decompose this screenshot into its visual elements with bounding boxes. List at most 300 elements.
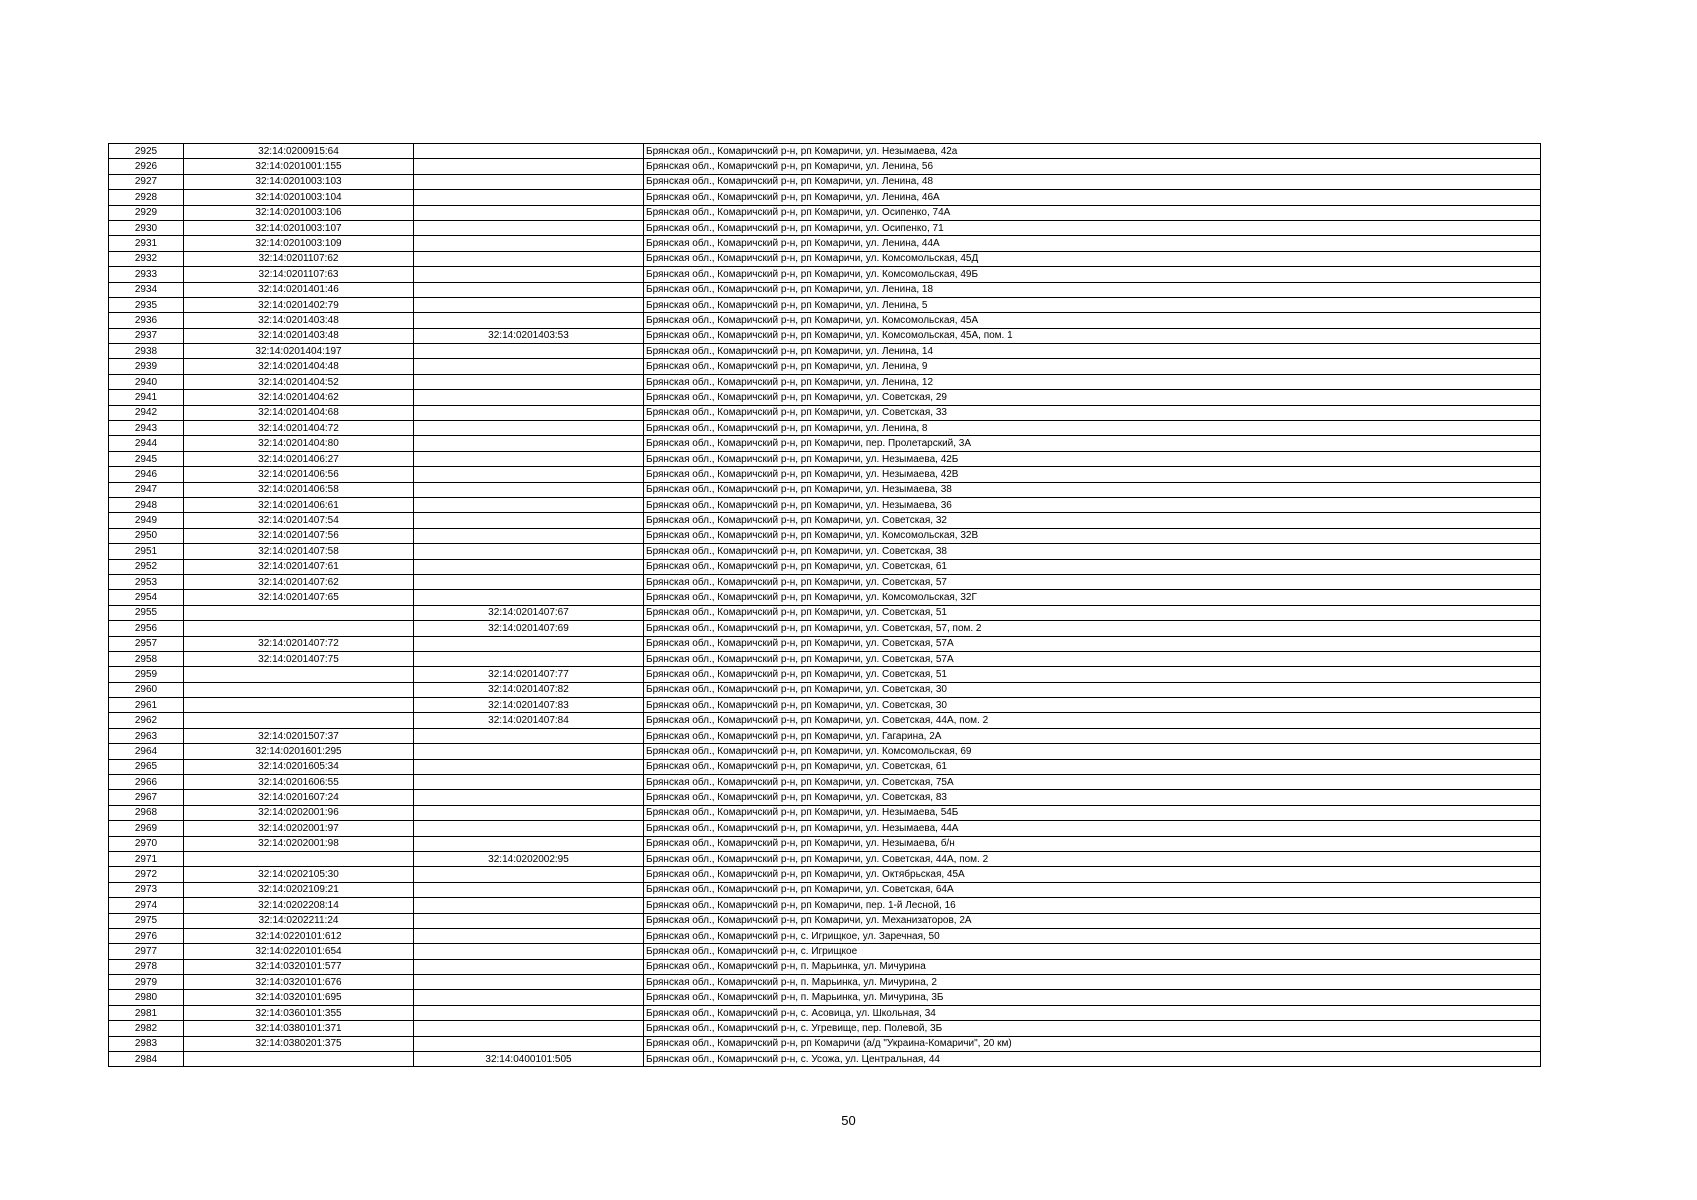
address-cell: Брянская обл., Комаричский р-н, рп Комаричи, ул. Комсомольская, 32Г [644,590,1541,605]
table-row [109,621,1541,636]
cadastral-number-cell: 32:14:0201406:58 [184,482,414,497]
address-cell: Брянская обл., Комаричский р-н, рп Комаричи, ул. Незымаева, 54Б [644,805,1541,820]
address-cell: Брянская обл., Комаричский р-н, рп Комаричи, ул. Ленина, 5 [644,297,1541,312]
table-row [109,744,1541,759]
table-row [109,1005,1541,1020]
cadastral-number-cell: 32:14:0201403:48 [184,313,414,328]
cadastral-number-cell: 32:14:0201407:58 [184,544,414,559]
premises-cadastral-number-cell: 32:14:0201407:67 [414,605,644,620]
table-row [109,205,1541,220]
address-cell: Брянская обл., Комаричский р-н, рп Комаричи, ул. Октябрьская, 45А [644,867,1541,882]
premises-cadastral-number-cell [414,636,644,651]
address-cell: Брянская обл., Комаричский р-н, рп Комаричи, ул. Незымаева, 42Б [644,451,1541,466]
table-row [109,436,1541,451]
cadastral-number-cell: 32:14:0202105:30 [184,867,414,882]
premises-cadastral-number-cell [414,451,644,466]
premises-cadastral-number-cell [414,267,644,282]
row-number-cell: 2955 [109,605,184,620]
table-row [109,698,1541,713]
row-number-cell: 2971 [109,851,184,866]
premises-cadastral-number-cell [414,513,644,528]
row-number-cell: 2965 [109,759,184,774]
address-cell: Брянская обл., Комаричский р-н, рп Комаричи (а/д "Украина-Комаричи", 20 км) [644,1036,1541,1051]
row-number-cell: 2945 [109,451,184,466]
row-number-cell: 2957 [109,636,184,651]
row-number-cell: 2960 [109,682,184,697]
table-row [109,867,1541,882]
table-row [109,605,1541,620]
cadastral-number-cell: 32:14:0201404:80 [184,436,414,451]
cadastral-number-cell [184,682,414,697]
table-row [109,390,1541,405]
premises-cadastral-number-cell: 32:14:0201407:84 [414,713,644,728]
address-cell: Брянская обл., Комаричский р-н, рп Комаричи, ул. Советская, 57А [644,636,1541,651]
cadastral-number-cell: 32:14:0202208:14 [184,898,414,913]
premises-cadastral-number-cell [414,882,644,897]
premises-cadastral-number-cell [414,559,644,574]
row-number-cell: 2951 [109,544,184,559]
cadastral-number-cell: 32:14:0201407:56 [184,528,414,543]
address-cell: Брянская обл., Комаричский р-н, рп Комаричи, ул. Советская, 83 [644,790,1541,805]
row-number-cell: 2973 [109,882,184,897]
premises-cadastral-number-cell [414,359,644,374]
address-cell: Брянская обл., Комаричский р-н, п. Марьинка, ул. Мичурина, 3Б [644,990,1541,1005]
table-row [109,328,1541,343]
cadastral-number-cell: 32:14:0201003:106 [184,205,414,220]
table-row [109,682,1541,697]
cadastral-number-cell: 32:14:0201401:46 [184,282,414,297]
cadastral-number-cell: 32:14:0201107:63 [184,267,414,282]
address-cell: Брянская обл., Комаричский р-н, рп Комаричи, ул. Советская, 44А, пом. 2 [644,851,1541,866]
address-cell: Брянская обл., Комаричский р-н, с. Игрищкое [644,944,1541,959]
cadastral-number-cell: 32:14:0201003:104 [184,190,414,205]
premises-cadastral-number-cell [414,913,644,928]
row-number-cell: 2947 [109,482,184,497]
address-cell: Брянская обл., Комаричский р-н, с. Асовица, ул. Школьная, 34 [644,1005,1541,1020]
table-row [109,421,1541,436]
premises-cadastral-number-cell [414,205,644,220]
table-row [109,990,1541,1005]
table-row [109,713,1541,728]
row-number-cell: 2939 [109,359,184,374]
table-row [109,236,1541,251]
cadastral-number-cell [184,713,414,728]
address-cell: Брянская обл., Комаричский р-н, с. Усожа, ул. Центральная, 44 [644,1052,1541,1067]
table-row [109,913,1541,928]
row-number-cell: 2970 [109,836,184,851]
table-row [109,482,1541,497]
row-number-cell: 2980 [109,990,184,1005]
row-number-cell: 2948 [109,497,184,512]
row-number-cell: 2932 [109,251,184,266]
cadastral-number-cell: 32:14:0201404:68 [184,405,414,420]
premises-cadastral-number-cell [414,836,644,851]
address-cell: Брянская обл., Комаричский р-н, рп Комаричи, ул. Ленина, 46А [644,190,1541,205]
cadastral-number-cell: 32:14:0201404:72 [184,421,414,436]
cadastral-number-cell: 32:14:0202001:98 [184,836,414,851]
table-row [109,282,1541,297]
address-cell: Брянская обл., Комаричский р-н, рп Комаричи, пер. Пролетарский, 3А [644,436,1541,451]
cadastral-number-cell: 32:14:0201003:103 [184,174,414,189]
cadastral-number-cell: 32:14:0201606:55 [184,775,414,790]
premises-cadastral-number-cell [414,990,644,1005]
table-row [109,544,1541,559]
cadastral-number-cell: 32:14:0202109:21 [184,882,414,897]
row-number-cell: 2967 [109,790,184,805]
premises-cadastral-number-cell [414,467,644,482]
table-row [109,1021,1541,1036]
table-row [109,959,1541,974]
row-number-cell: 2944 [109,436,184,451]
address-cell: Брянская обл., Комаричский р-н, рп Комаричи, ул. Комсомольская, 69 [644,744,1541,759]
premises-cadastral-number-cell [414,344,644,359]
cadastral-number-cell: 32:14:0202001:96 [184,805,414,820]
table-row [109,975,1541,990]
row-number-cell: 2977 [109,944,184,959]
cadastral-number-cell: 32:14:0201107:62 [184,251,414,266]
cadastral-number-cell: 32:14:0201404:52 [184,374,414,389]
row-number-cell: 2972 [109,867,184,882]
table-row [109,928,1541,943]
premises-cadastral-number-cell [414,805,644,820]
row-number-cell: 2964 [109,744,184,759]
table-row [109,790,1541,805]
premises-cadastral-number-cell [414,436,644,451]
table-row [109,359,1541,374]
premises-cadastral-number-cell [414,544,644,559]
cadastral-number-cell: 32:14:0201605:34 [184,759,414,774]
row-number-cell: 2937 [109,328,184,343]
cadastral-number-cell: 32:14:0201407:72 [184,636,414,651]
row-number-cell: 2958 [109,651,184,666]
row-number-cell: 2969 [109,821,184,836]
row-number-cell: 2946 [109,467,184,482]
row-number-cell: 2941 [109,390,184,405]
premises-cadastral-number-cell [414,1021,644,1036]
premises-cadastral-number-cell [414,898,644,913]
row-number-cell: 2959 [109,667,184,682]
premises-cadastral-number-cell [414,159,644,174]
address-cell: Брянская обл., Комаричский р-н, рп Комаричи, ул. Советская, 51 [644,605,1541,620]
row-number-cell: 2929 [109,205,184,220]
address-cell: Брянская обл., Комаричский р-н, рп Комаричи, ул. Советская, 29 [644,390,1541,405]
cadastral-number-cell: 32:14:0201407:61 [184,559,414,574]
row-number-cell: 2934 [109,282,184,297]
row-number-cell: 2975 [109,913,184,928]
address-cell: Брянская обл., Комаричский р-н, п. Марьинка, ул. Мичурина, 2 [644,975,1541,990]
row-number-cell: 2952 [109,559,184,574]
address-cell: Брянская обл., Комаричский р-н, рп Комаричи, ул. Комсомольская, 45А, пом. 1 [644,328,1541,343]
row-number-cell: 2953 [109,574,184,589]
table-row [109,174,1541,189]
row-number-cell: 2935 [109,297,184,312]
premises-cadastral-number-cell [414,405,644,420]
row-number-cell: 2931 [109,236,184,251]
registry-table [108,143,1541,1067]
row-number-cell: 2982 [109,1021,184,1036]
address-cell: Брянская обл., Комаричский р-н, рп Комаричи, ул. Ленина, 12 [644,374,1541,389]
premises-cadastral-number-cell [414,1005,644,1020]
cadastral-number-cell: 32:14:0201407:62 [184,574,414,589]
address-cell: Брянская обл., Комаричский р-н, рп Комаричи, ул. Советская, 61 [644,759,1541,774]
premises-cadastral-number-cell [414,728,644,743]
table-row [109,344,1541,359]
cadastral-number-cell: 32:14:0202001:97 [184,821,414,836]
cadastral-number-cell: 32:14:0201404:62 [184,390,414,405]
address-cell: Брянская обл., Комаричский р-н, рп Комаричи, ул. Советская, 51 [644,667,1541,682]
row-number-cell: 2968 [109,805,184,820]
premises-cadastral-number-cell [414,928,644,943]
address-cell: Брянская обл., Комаричский р-н, рп Комаричи, ул. Советская, 33 [644,405,1541,420]
row-number-cell: 2936 [109,313,184,328]
row-number-cell: 2942 [109,405,184,420]
cadastral-number-cell: 32:14:0201402:79 [184,297,414,312]
cadastral-number-cell: 32:14:0320101:577 [184,959,414,974]
premises-cadastral-number-cell [414,744,644,759]
address-cell: Брянская обл., Комаричский р-н, рп Комаричи, ул. Гагарина, 2А [644,728,1541,743]
premises-cadastral-number-cell [414,867,644,882]
cadastral-number-cell: 32:14:0202211:24 [184,913,414,928]
address-cell: Брянская обл., Комаричский р-н, рп Комаричи, ул. Советская, 61 [644,559,1541,574]
table-row [109,220,1541,235]
address-cell: Брянская обл., Комаричский р-н, рп Комаричи, ул. Осипенко, 74А [644,205,1541,220]
cadastral-number-cell: 32:14:0320101:695 [184,990,414,1005]
row-number-cell: 2954 [109,590,184,605]
cadastral-number-cell: 32:14:0201507:37 [184,728,414,743]
row-number-cell: 2933 [109,267,184,282]
address-cell: Брянская обл., Комаричский р-н, рп Комаричи, ул. Ленина, 48 [644,174,1541,189]
table-row [109,1036,1541,1051]
address-cell: Брянская обл., Комаричский р-н, рп Комаричи, ул. Советская, 75А [644,775,1541,790]
row-number-cell: 2966 [109,775,184,790]
row-number-cell: 2956 [109,621,184,636]
premises-cadastral-number-cell [414,282,644,297]
premises-cadastral-number-cell [414,251,644,266]
premises-cadastral-number-cell [414,190,644,205]
row-number-cell: 2963 [109,728,184,743]
address-cell: Брянская обл., Комаричский р-н, рп Комаричи, ул. Комсомольская, 45А [644,313,1541,328]
address-cell: Брянская обл., Комаричский р-н, рп Комаричи, ул. Советская, 64А [644,882,1541,897]
row-number-cell: 2950 [109,528,184,543]
premises-cadastral-number-cell [414,590,644,605]
address-cell: Брянская обл., Комаричский р-н, рп Комаричи, ул. Ленина, 56 [644,159,1541,174]
table-row [109,759,1541,774]
row-number-cell: 2928 [109,190,184,205]
premises-cadastral-number-cell [414,421,644,436]
table-row [109,313,1541,328]
cadastral-number-cell: 32:14:0201403:48 [184,328,414,343]
registry-table-body [109,144,1541,1067]
cadastral-number-cell: 32:14:0201406:56 [184,467,414,482]
address-cell: Брянская обл., Комаричский р-н, рп Комаричи, ул. Незымаева, 36 [644,497,1541,512]
table-row [109,559,1541,574]
row-number-cell: 2979 [109,975,184,990]
cadastral-number-cell: 32:14:0201407:65 [184,590,414,605]
premises-cadastral-number-cell [414,944,644,959]
cadastral-number-cell: 32:14:0220101:654 [184,944,414,959]
premises-cadastral-number-cell [414,497,644,512]
cadastral-number-cell: 32:14:0201001:155 [184,159,414,174]
row-number-cell: 2961 [109,698,184,713]
premises-cadastral-number-cell: 32:14:0400101:505 [414,1052,644,1067]
premises-cadastral-number-cell [414,759,644,774]
table-row [109,297,1541,312]
address-cell: Брянская обл., Комаричский р-н, рп Комаричи, ул. Советская, 57, пом. 2 [644,621,1541,636]
address-cell: Брянская обл., Комаричский р-н, рп Комаричи, ул. Ленина, 14 [644,344,1541,359]
cadastral-number-cell [184,851,414,866]
address-cell: Брянская обл., Комаричский р-н, рп Комаричи, ул. Незымаева, 42В [644,467,1541,482]
table-row [109,944,1541,959]
premises-cadastral-number-cell [414,174,644,189]
table-row [109,144,1541,159]
premises-cadastral-number-cell: 32:14:0201403:53 [414,328,644,343]
address-cell: Брянская обл., Комаричский р-н, рп Комаричи, ул. Комсомольская, 49Б [644,267,1541,282]
premises-cadastral-number-cell [414,651,644,666]
address-cell: Брянская обл., Комаричский р-н, рп Комаричи, ул. Ленина, 8 [644,421,1541,436]
row-number-cell: 2925 [109,144,184,159]
premises-cadastral-number-cell [414,975,644,990]
cadastral-number-cell: 32:14:0380101:371 [184,1021,414,1036]
address-cell: Брянская обл., Комаричский р-н, рп Комаричи, ул. Незымаева, 42а [644,144,1541,159]
premises-cadastral-number-cell [414,313,644,328]
address-cell: Брянская обл., Комаричский р-н, п. Марьинка, ул. Мичурина [644,959,1541,974]
cadastral-number-cell [184,605,414,620]
table-row [109,1052,1541,1067]
address-cell: Брянская обл., Комаричский р-н, рп Комаричи, ул. Комсомольская, 45Д [644,251,1541,266]
cadastral-number-cell [184,698,414,713]
table-row [109,513,1541,528]
table-row [109,821,1541,836]
row-number-cell: 2938 [109,344,184,359]
cadastral-number-cell: 32:14:0201607:24 [184,790,414,805]
table-row [109,728,1541,743]
row-number-cell: 2926 [109,159,184,174]
table-row [109,636,1541,651]
address-cell: Брянская обл., Комаричский р-н, рп Комаричи, ул. Ленина, 9 [644,359,1541,374]
cadastral-number-cell: 32:14:0201404:197 [184,344,414,359]
row-number-cell: 2974 [109,898,184,913]
premises-cadastral-number-cell [414,959,644,974]
address-cell: Брянская обл., Комаричский р-н, рп Комаричи, ул. Комсомольская, 32В [644,528,1541,543]
table-row [109,667,1541,682]
cadastral-number-cell: 32:14:0201003:107 [184,220,414,235]
cadastral-number-cell: 32:14:0201003:109 [184,236,414,251]
premises-cadastral-number-cell [414,297,644,312]
cadastral-number-cell [184,1052,414,1067]
premises-cadastral-number-cell [414,374,644,389]
premises-cadastral-number-cell [414,528,644,543]
cadastral-number-cell [184,667,414,682]
premises-cadastral-number-cell [414,790,644,805]
address-cell: Брянская обл., Комаричский р-н, рп Комаричи, ул. Советская, 32 [644,513,1541,528]
table-row [109,267,1541,282]
table-row [109,882,1541,897]
cadastral-number-cell: 32:14:0201406:27 [184,451,414,466]
address-cell: Брянская обл., Комаричский р-н, рп Комаричи, ул. Незымаева, 38 [644,482,1541,497]
table-row [109,497,1541,512]
table-row [109,651,1541,666]
address-cell: Брянская обл., Комаричский р-н, рп Комаричи, ул. Советская, 57 [644,574,1541,589]
page-number: 50 [841,1113,856,1128]
cadastral-number-cell: 32:14:0201406:61 [184,497,414,512]
premises-cadastral-number-cell [414,574,644,589]
row-number-cell: 2978 [109,959,184,974]
address-cell: Брянская обл., Комаричский р-н, рп Комаричи, ул. Осипенко, 71 [644,220,1541,235]
address-cell: Брянская обл., Комаричский р-н, рп Комаричи, ул. Советская, 30 [644,682,1541,697]
row-number-cell: 2976 [109,928,184,943]
row-number-cell: 2927 [109,174,184,189]
table-row [109,851,1541,866]
address-cell: Брянская обл., Комаричский р-н, рп Комаричи, ул. Ленина, 44А [644,236,1541,251]
table-row [109,190,1541,205]
cadastral-number-cell: 32:14:0201404:48 [184,359,414,374]
table-row [109,836,1541,851]
table-row [109,374,1541,389]
premises-cadastral-number-cell: 32:14:0201407:77 [414,667,644,682]
address-cell: Брянская обл., Комаричский р-н, рп Комаричи, ул. Механизаторов, 2А [644,913,1541,928]
row-number-cell: 2983 [109,1036,184,1051]
address-cell: Брянская обл., Комаричский р-н, рп Комаричи, ул. Советская, 57А [644,651,1541,666]
row-number-cell: 2962 [109,713,184,728]
address-cell: Брянская обл., Комаричский р-н, рп Комаричи, ул. Советская, 38 [644,544,1541,559]
address-cell: Брянская обл., Комаричский р-н, с. Игрищкое, ул. Заречная, 50 [644,928,1541,943]
table-row [109,451,1541,466]
premises-cadastral-number-cell [414,144,644,159]
premises-cadastral-number-cell: 32:14:0201407:83 [414,698,644,713]
table-row [109,467,1541,482]
address-cell: Брянская обл., Комаричский р-н, рп Комаричи, ул. Советская, 30 [644,698,1541,713]
address-cell: Брянская обл., Комаричский р-н, рп Комаричи, ул. Советская, 44А, пом. 2 [644,713,1541,728]
row-number-cell: 2949 [109,513,184,528]
table-row [109,405,1541,420]
premises-cadastral-number-cell: 32:14:0201407:69 [414,621,644,636]
table-row [109,574,1541,589]
cadastral-number-cell: 32:14:0200915:64 [184,144,414,159]
cadastral-number-cell [184,621,414,636]
table-row [109,590,1541,605]
table-row [109,159,1541,174]
row-number-cell: 2940 [109,374,184,389]
row-number-cell: 2984 [109,1052,184,1067]
premises-cadastral-number-cell [414,821,644,836]
table-row [109,805,1541,820]
address-cell: Брянская обл., Комаричский р-н, рп Комаричи, ул. Незымаева, б/н [644,836,1541,851]
table-row [109,528,1541,543]
premises-cadastral-number-cell [414,482,644,497]
address-cell: Брянская обл., Комаричский р-н, с. Угревище, пер. Полевой, 3Б [644,1021,1541,1036]
cadastral-number-cell: 32:14:0320101:676 [184,975,414,990]
cadastral-number-cell: 32:14:0220101:612 [184,928,414,943]
table-row [109,898,1541,913]
cadastral-number-cell: 32:14:0201407:54 [184,513,414,528]
premises-cadastral-number-cell [414,1036,644,1051]
address-cell: Брянская обл., Комаричский р-н, рп Комаричи, ул. Ленина, 18 [644,282,1541,297]
row-number-cell: 2930 [109,220,184,235]
premises-cadastral-number-cell [414,236,644,251]
cadastral-number-cell: 32:14:0380201:375 [184,1036,414,1051]
row-number-cell: 2943 [109,421,184,436]
table-row [109,251,1541,266]
premises-cadastral-number-cell: 32:14:0201407:82 [414,682,644,697]
premises-cadastral-number-cell [414,390,644,405]
row-number-cell: 2981 [109,1005,184,1020]
cadastral-number-cell: 32:14:0360101:355 [184,1005,414,1020]
cadastral-number-cell: 32:14:0201407:75 [184,651,414,666]
cadastral-number-cell: 32:14:0201601:295 [184,744,414,759]
address-cell: Брянская обл., Комаричский р-н, рп Комаричи, пер. 1-й Лесной, 16 [644,898,1541,913]
table-row [109,775,1541,790]
premises-cadastral-number-cell [414,775,644,790]
